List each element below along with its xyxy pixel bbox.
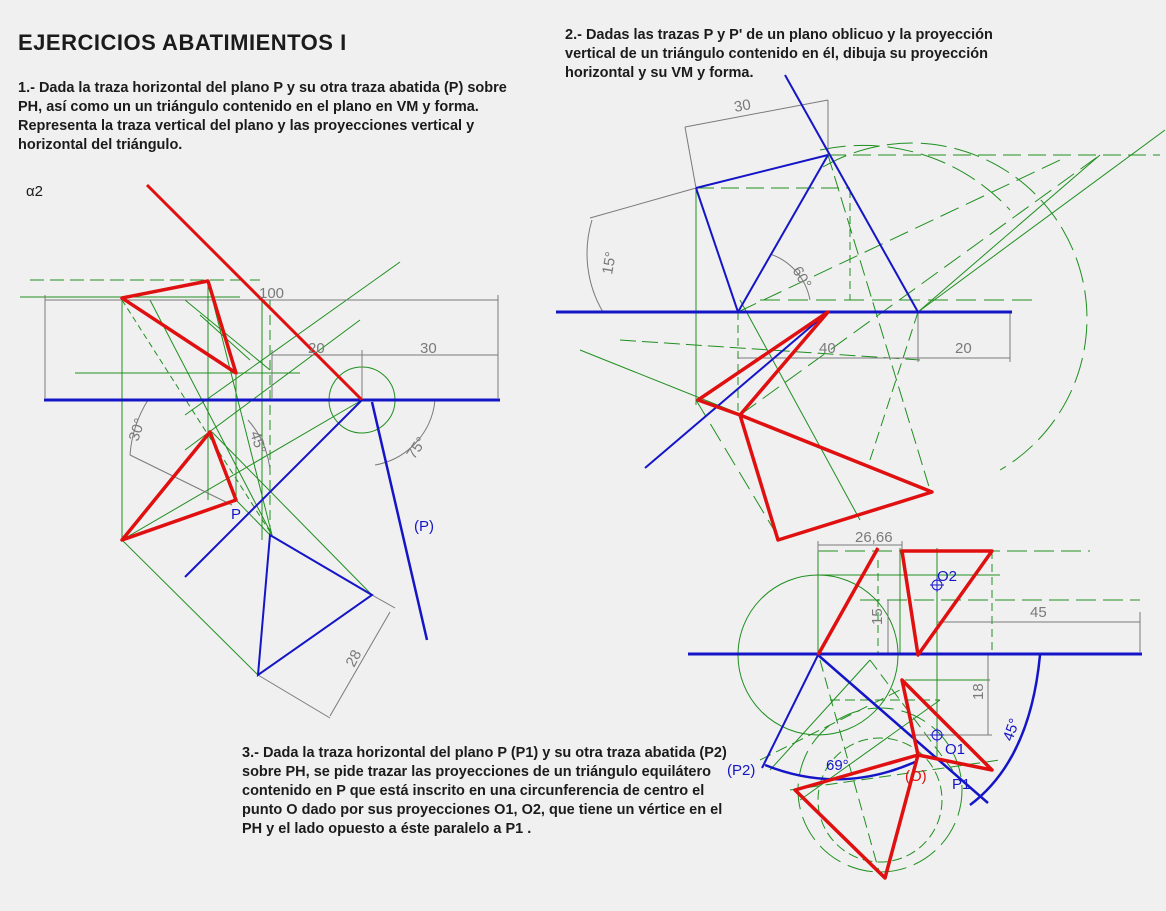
exercise1-statement: 1.- Dada la traza horizontal del plano P y su otra traza abatida (P) sobre PH, así como un un triángulo contenido en el plano en VM y forma. Representa la traza vertical del plano y las proyecciones vertical y horizontal del triángulo. bbox=[18, 80, 507, 153]
exercise1-dimensions bbox=[45, 295, 498, 718]
angle-15-label: 15° bbox=[599, 250, 620, 276]
exercise3-labels bbox=[727, 529, 1047, 793]
exercise1-construction-lines bbox=[20, 262, 400, 675]
o-abatido-label: (O) bbox=[905, 768, 927, 785]
exercise3-statement: 3.- Dada la traza horizontal del plano P (P1) y su otra traza abatida (P2) sobre PH, se pide trazar las proyecciones de un triángulo equilátero contenido en P que está inscrito en una circunferencia de centro el punto O dado por sus proyecciones O1, O2, que tiene un vértice en el PH y el lado opuesto a éste paralelo a P1 . bbox=[242, 745, 727, 837]
dim-20-label-ex2: 20 bbox=[955, 340, 972, 357]
p2-label: (P2) bbox=[727, 762, 756, 779]
exercise2-statement: 2.- Dadas las trazas P y P' de un plano oblicuo y la proyección vertical de un triángulo contenido en él, dibuja su proyección horizontal y su VM y forma. bbox=[565, 27, 993, 81]
exercise2-dimensions bbox=[587, 100, 1010, 362]
dim-30-label-ex2: 30 bbox=[732, 96, 753, 116]
trace-p-label: (P) bbox=[414, 518, 434, 535]
point-p-label: P bbox=[231, 506, 242, 523]
dim-100-label: 100 bbox=[259, 285, 285, 302]
angle-45-label: 45° bbox=[246, 428, 270, 456]
angle-69-label: 69° bbox=[826, 757, 849, 774]
o2-label: O2 bbox=[937, 568, 958, 585]
dim-18-label-ex3: 18 bbox=[970, 683, 987, 700]
dim-2666-label: 26,66 bbox=[855, 529, 893, 546]
exercise2-triangles bbox=[698, 312, 932, 540]
dim-45-label-ex3: 45 bbox=[1030, 604, 1047, 621]
angle-60-label: 60° bbox=[788, 263, 815, 292]
dim-40-label-ex2: 40 bbox=[819, 340, 836, 357]
page-title: EJERCICIOS ABATIMIENTOS I bbox=[18, 30, 347, 55]
exercise1-traces bbox=[44, 185, 500, 675]
dim-20-label: 20 bbox=[308, 340, 325, 357]
dim-28-label: 28 bbox=[342, 647, 366, 670]
o1-label: O1 bbox=[945, 741, 966, 758]
p1-label: P1 bbox=[952, 776, 971, 793]
exercise2-construction-lines bbox=[580, 130, 1165, 540]
exercise3-construction-lines bbox=[738, 545, 1140, 875]
exercise1-triangles bbox=[122, 281, 236, 540]
dim-15-label-ex3: 15 bbox=[869, 608, 886, 625]
exercise2-traces bbox=[556, 75, 1012, 468]
angle-45-label-ex3: 45° bbox=[999, 716, 1024, 744]
dim-30-label: 30 bbox=[420, 340, 437, 357]
alpha2-label: α2 bbox=[26, 183, 44, 200]
angle-30-label: 30° bbox=[125, 416, 149, 444]
angle-75-label: 75° bbox=[403, 433, 431, 463]
exercise3-triangles bbox=[740, 415, 992, 878]
